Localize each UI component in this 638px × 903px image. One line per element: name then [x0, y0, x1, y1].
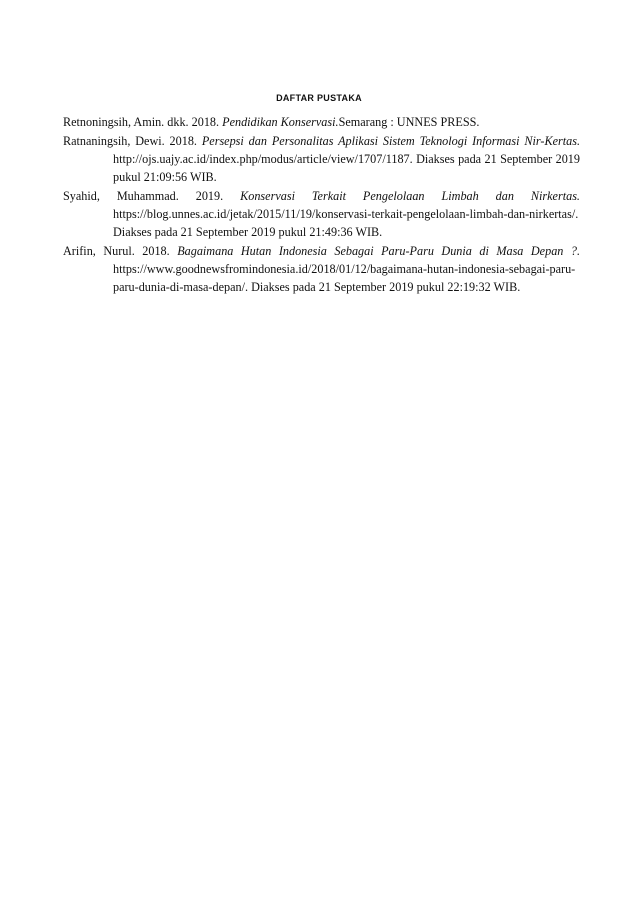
reference-list	[63, 113, 580, 297]
reference-source: http://ojs.uajy.ac.id/index.php/modus/article/view/1707/1187. Diakses pada 21 September 2019 pukul 21:09:56 WIB.	[113, 152, 580, 184]
reference-source: Semarang : UNNES PRESS.	[338, 115, 480, 129]
reference-item	[63, 113, 580, 131]
reference-title: Pendidikan Konservasi.	[222, 115, 339, 129]
reference-source: https://blog.unnes.ac.id/jetak/2015/11/19/konservasi-terkait-pengelolaan-limbah-dan-nirkertas/. Diakses pada 21 September 2019 pukul 21:49:36 WIB.	[113, 207, 579, 239]
reference-source: https://www.goodnewsfromindonesia.id/2018/01/12/bagaimana-hutan-indonesia-sebagai-paru-paru-dunia-di-masa-depan/. Diakses pada 21 September 2019 pukul 22:19:32 WIB.	[113, 262, 576, 294]
reference-author-year: Syahid, Muhammad. 2019.	[63, 189, 241, 203]
reference-author-year: Ratnaningsih, Dewi. 2018.	[63, 134, 202, 148]
reference-title: Bagaimana Hutan Indonesia Sebagai Paru-Paru Dunia di Masa Depan ?.	[177, 244, 581, 258]
reference-item	[63, 132, 580, 186]
page-title: DAFTAR PUSTAKA	[276, 93, 362, 103]
reference-item	[63, 187, 580, 241]
reference-title: Persepsi dan Personalitas Aplikasi Sistem Teknologi Informasi Nir-Kertas.	[201, 134, 580, 148]
reference-item	[63, 242, 580, 296]
reference-title: Konservasi Terkait Pengelolaan Limbah dan Nirkertas.	[240, 189, 580, 203]
reference-author-year: Arifin, Nurul. 2018.	[63, 244, 178, 258]
reference-author-year: Retnoningsih, Amin. dkk. 2018.	[63, 115, 223, 129]
